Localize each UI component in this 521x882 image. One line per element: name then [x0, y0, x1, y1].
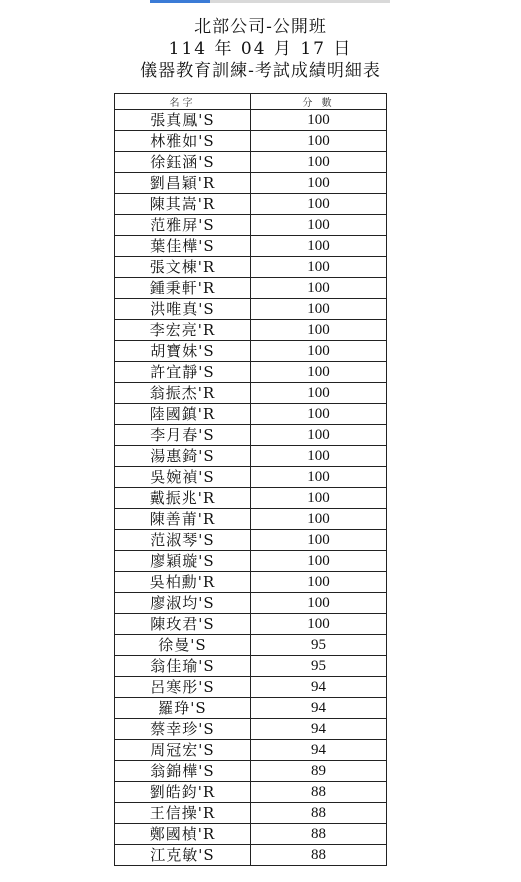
table-row [115, 509, 387, 530]
student-name-cell: 湯惠錡'S [115, 446, 251, 467]
score-cell: 100 [251, 152, 387, 173]
score-table-container [114, 93, 386, 866]
table-row [115, 215, 387, 236]
table-row [115, 593, 387, 614]
table-body [115, 110, 387, 866]
table-row [115, 257, 387, 278]
score-cell: 100 [251, 320, 387, 341]
score-cell: 95 [251, 635, 387, 656]
score-cell: 100 [251, 131, 387, 152]
score-cell: 88 [251, 824, 387, 845]
score-cell: 100 [251, 173, 387, 194]
student-name-cell: 張真鳳'S [115, 110, 251, 131]
score-cell: 100 [251, 341, 387, 362]
table-row [115, 677, 387, 698]
score-cell: 100 [251, 383, 387, 404]
student-name-cell: 陳玫君'S [115, 614, 251, 635]
table-row [115, 131, 387, 152]
student-name-cell: 李宏亮'R [115, 320, 251, 341]
student-name-cell: 戴振兆'R [115, 488, 251, 509]
student-name-cell: 洪唯真'S [115, 299, 251, 320]
table-row [115, 572, 387, 593]
score-cell: 100 [251, 509, 387, 530]
score-cell: 94 [251, 677, 387, 698]
score-cell: 100 [251, 593, 387, 614]
score-cell: 100 [251, 530, 387, 551]
score-cell: 100 [251, 194, 387, 215]
student-name-cell: 劉皓鈞'R [115, 782, 251, 803]
table-row [115, 425, 387, 446]
student-name-cell: 林雅如'S [115, 131, 251, 152]
score-cell: 100 [251, 236, 387, 257]
student-name-cell: 徐曼'S [115, 635, 251, 656]
report-title: 儀器教育訓練-考試成績明細表 [140, 61, 381, 81]
table-row [115, 320, 387, 341]
student-name-cell: 吳婉禎'S [115, 467, 251, 488]
student-name-cell: 翁佳瑜'S [115, 656, 251, 677]
score-cell: 100 [251, 362, 387, 383]
student-name-cell: 徐鈺涵'S [115, 152, 251, 173]
score-cell: 88 [251, 803, 387, 824]
score-cell: 100 [251, 425, 387, 446]
student-name-cell: 張文棟'R [115, 257, 251, 278]
score-cell: 100 [251, 299, 387, 320]
student-name-cell: 呂寒彤'S [115, 677, 251, 698]
table-row [115, 551, 387, 572]
table-row [115, 236, 387, 257]
score-cell: 89 [251, 761, 387, 782]
table-header-row [115, 94, 387, 110]
document-header [0, 16, 521, 82]
table-row [115, 173, 387, 194]
score-cell: 100 [251, 257, 387, 278]
org-title: 北部公司-公開班 [194, 17, 327, 37]
score-cell: 100 [251, 572, 387, 593]
student-name-cell: 陸國鎮'R [115, 404, 251, 425]
score-cell: 100 [251, 404, 387, 425]
table-row [115, 446, 387, 467]
table-row [115, 194, 387, 215]
table-row [115, 845, 387, 866]
student-name-cell: 范雅屏'S [115, 215, 251, 236]
student-name-cell: 陳善莆'R [115, 509, 251, 530]
score-cell: 100 [251, 278, 387, 299]
student-name-cell: 翁錦樺'S [115, 761, 251, 782]
score-cell: 100 [251, 446, 387, 467]
student-name-cell: 劉昌穎'R [115, 173, 251, 194]
table-row [115, 341, 387, 362]
score-cell: 100 [251, 110, 387, 131]
score-cell: 100 [251, 215, 387, 236]
top-scroll-strip [150, 0, 390, 3]
table-row [115, 824, 387, 845]
top-strip-accent [150, 0, 210, 3]
score-cell: 94 [251, 698, 387, 719]
table-row [115, 404, 387, 425]
student-name-cell: 廖淑均'S [115, 593, 251, 614]
table-row [115, 299, 387, 320]
student-name-cell: 王信操'R [115, 803, 251, 824]
table-row [115, 383, 387, 404]
student-name-cell: 廖穎璇'S [115, 551, 251, 572]
student-name-cell: 羅琤'S [115, 698, 251, 719]
table-row [115, 362, 387, 383]
score-cell: 94 [251, 719, 387, 740]
table-row [115, 467, 387, 488]
score-cell: 100 [251, 467, 387, 488]
student-name-cell: 翁振杰'R [115, 383, 251, 404]
student-name-cell: 李月春'S [115, 425, 251, 446]
column-header-score: 分 數 [251, 94, 387, 110]
student-name-cell: 吳柏勳'R [115, 572, 251, 593]
table-row [115, 803, 387, 824]
table-row [115, 740, 387, 761]
score-cell: 100 [251, 551, 387, 572]
score-cell: 88 [251, 782, 387, 803]
table-row [115, 719, 387, 740]
score-cell: 100 [251, 614, 387, 635]
table-row [115, 782, 387, 803]
table-row [115, 614, 387, 635]
score-table [114, 93, 387, 866]
table-row [115, 488, 387, 509]
student-name-cell: 周冠宏'S [115, 740, 251, 761]
student-name-cell: 范淑琴'S [115, 530, 251, 551]
table-row [115, 530, 387, 551]
score-cell: 88 [251, 845, 387, 866]
student-name-cell: 葉佳樺'S [115, 236, 251, 257]
student-name-cell: 許宜靜'S [115, 362, 251, 383]
table-row [115, 110, 387, 131]
score-cell: 95 [251, 656, 387, 677]
student-name-cell: 蔡幸珍'S [115, 719, 251, 740]
student-name-cell: 胡寶妹'S [115, 341, 251, 362]
student-name-cell: 鍾秉軒'R [115, 278, 251, 299]
table-row [115, 698, 387, 719]
student-name-cell: 江克敏'S [115, 845, 251, 866]
table-row [115, 278, 387, 299]
score-cell: 94 [251, 740, 387, 761]
student-name-cell: 鄭國楨'R [115, 824, 251, 845]
score-cell: 100 [251, 488, 387, 509]
table-row [115, 761, 387, 782]
column-header-name: 名字 [115, 94, 251, 110]
table-row [115, 635, 387, 656]
student-name-cell: 陳其嵩'R [115, 194, 251, 215]
table-row [115, 656, 387, 677]
exam-date: 114 年 04 月 17 日 [168, 39, 353, 59]
table-row [115, 152, 387, 173]
